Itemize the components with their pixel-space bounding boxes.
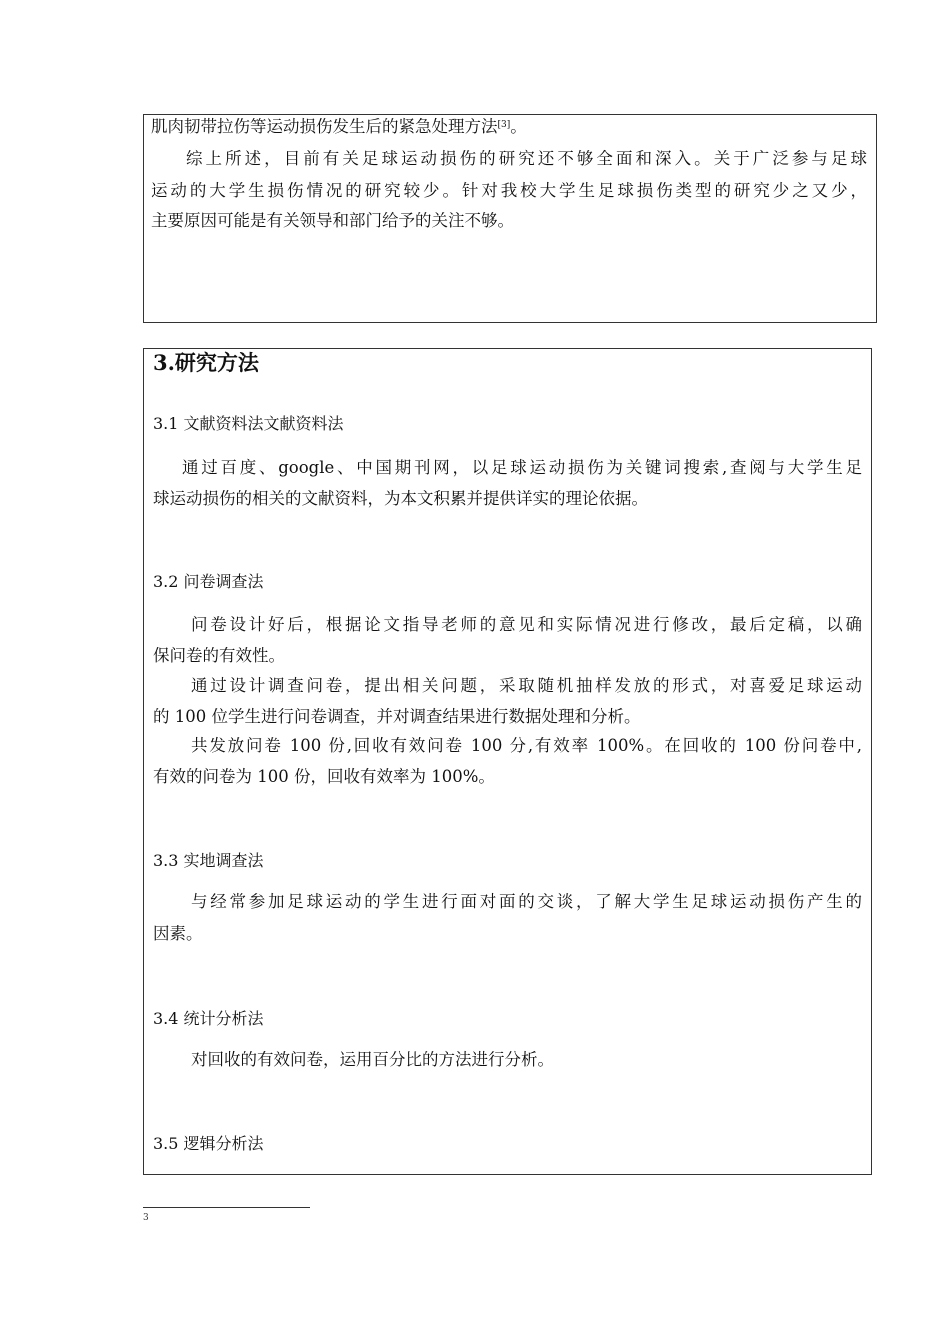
s3-line-2: 因素。	[153, 924, 203, 943]
footnote-separator	[143, 1207, 310, 1208]
s3-line-1: 与经常参加足球运动的学生进行面对面的交谈，了解大学生足球运动损伤产生的	[191, 892, 862, 911]
subsection-3-2-heading: 3.2 问卷调查法	[153, 572, 264, 591]
s2-p3-line-2: 有效的问卷为 100 份，回收有效率为 100%。	[153, 767, 495, 786]
section-title: 3.研究方法	[153, 350, 259, 375]
subsection-3-5-heading: 3.5 逻辑分析法	[153, 1134, 264, 1153]
subsection-3-1-heading: 3.1 文献资料法文献资料法	[153, 414, 344, 433]
s1-line-1: 通过百度、google、中国期刊网，以足球运动损伤为关键词搜索,查阅与大学生足	[182, 458, 862, 477]
s2-p3-line-1: 共发放问卷 100 份,回收有效问卷 100 分,有效率 100%。在回收的 100 份问卷中,	[191, 736, 862, 755]
s2-p2-line-2: 的 100 位学生进行问卷调查，并对调查结果进行数据处理和分析。	[153, 707, 641, 726]
subsection-3-4-heading: 3.4 统计分析法	[153, 1009, 264, 1028]
box1-line-1-text: 肌肉韧带拉伤等运动损伤发生后的紧急处理方法	[151, 117, 498, 136]
box1-line-1-end: 。	[510, 117, 527, 136]
s2-p1-line-2: 保问卷的有效性。	[153, 646, 285, 665]
footnote-number: 3	[143, 1213, 149, 1223]
s4-line-1: 对回收的有效问卷，运用百分比的方法进行分析。	[191, 1050, 554, 1069]
s1-line-2: 球运动损伤的相关的文献资料，为本文积累并提供详实的理论依据。	[153, 489, 648, 508]
box1-para-line-1: 综上所述，目前有关足球运动损伤的研究还不够全面和深入。关于广泛参与足球	[186, 149, 867, 168]
box1-para-line-3: 主要原因可能是有关领导和部门给予的关注不够。	[151, 211, 514, 230]
box1-line-1	[151, 116, 527, 138]
s2-p1-line-1: 问卷设计好后，根据论文指导老师的意见和实际情况进行修改，最后定稿，以确	[191, 615, 862, 634]
subsection-3-3-heading: 3.3 实地调查法	[153, 851, 264, 870]
footnote-ref[interactable]: [3]	[497, 120, 511, 130]
box1-para-line-2: 运动的大学生损伤情况的研究较少。针对我校大学生足球损伤类型的研究少之又少，	[151, 181, 867, 200]
s2-p2-line-1: 通过设计调查问卷，提出相关问题，采取随机抽样发放的形式，对喜爱足球运动	[191, 676, 862, 695]
